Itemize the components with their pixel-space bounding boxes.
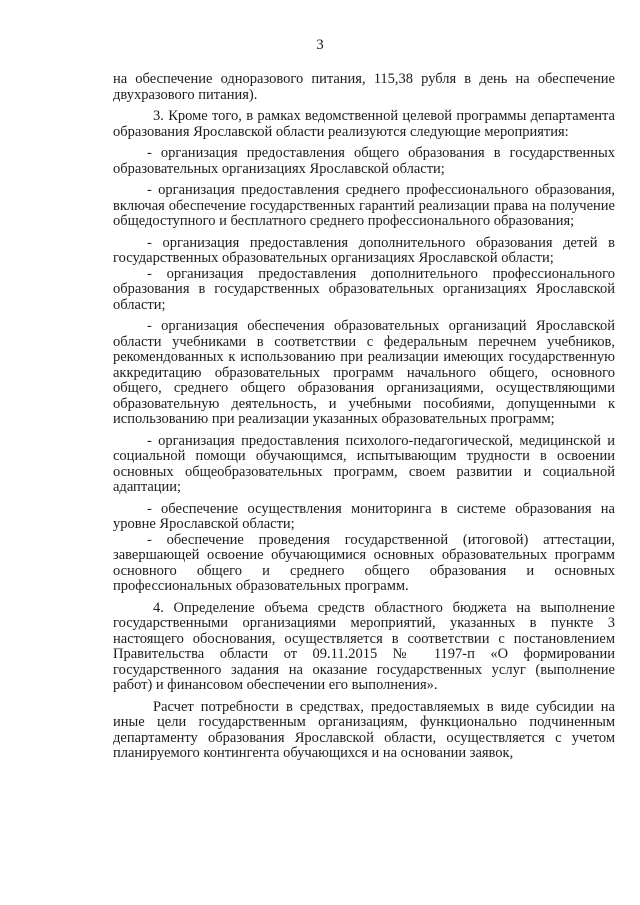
list-item: - организация предоставления дополнительного профессионального образования в государственных образовательных организациях Ярославской области;	[113, 265, 615, 313]
paragraph-calculation: Расчет потребности в средствах, предоставляемых в виде субсидии на иные цели государственным организациям, функционально подчиненным департаменту образования Ярославской области, осуществляется с учетом планируемого контингента обучающихся и на основании заявок,	[113, 698, 615, 761]
list-item: - обеспечение осуществления мониторинга в системе образования на уровне Ярославской области;	[113, 500, 615, 532]
list-item: - организация предоставления дополнительного образования детей в государственных образовательных организациях Ярославской области;	[113, 234, 615, 266]
paragraph-item-4: 4. Определение объема средств областного бюджета на выполнение государственными организациями мероприятий, указанных в пункте 3 настоящего обоснования, осуществляется в соответствии с постановлением Правительства области от 09.11.2015 № 1197-п «О формировании государственного задания на оказание государственных услуг (выполнение работ) и финансовом обеспечении его выполнения».	[113, 599, 615, 693]
list-item: - организация предоставления общего образования в государственных образовательных организациях Ярославской области;	[113, 145, 615, 177]
page-number: 3	[316, 37, 324, 53]
document-body	[113, 72, 615, 762]
list-item: - обеспечение проведения государственной (итоговой) аттестации, завершающей освоение обучающимися основных образовательных программ основного общего и среднего общего образования и основных профессиональных образовательных программ.	[113, 531, 615, 594]
paragraph-continuation: на обеспечение одноразового питания, 115,38 рубля в день на обеспечение двухразового питания).	[113, 71, 615, 103]
list-item: - организация обеспечения образовательных организаций Ярославской области учебниками в соответствии с федеральным перечнем учебников, рекомендованных к использованию при реализации имеющих государственную аккредитацию образовательных программ начального общего, основного общего, среднего общего образования организациями, осуществляющими образовательную деятельность, и учебными пособиями, допущенными к использованию при реализации указанных образовательных программ;	[113, 318, 615, 427]
paragraph-item-3: 3. Кроме того, в рамках ведомственной целевой программы департамента образования Ярославской области реализуются следующие мероприятия:	[113, 108, 615, 140]
list-item: - организация предоставления психолого-педагогической, медицинской и социальной помощи обучающимся, испытывающим трудности в освоении основных общеобразовательных программ, своем развитии и социальной адаптации;	[113, 432, 615, 495]
list-item: - организация предоставления среднего профессионального образования, включая обеспечение государственных гарантий реализации права на получение общедоступного и бесплатного среднего профессионального образования;	[113, 182, 615, 229]
